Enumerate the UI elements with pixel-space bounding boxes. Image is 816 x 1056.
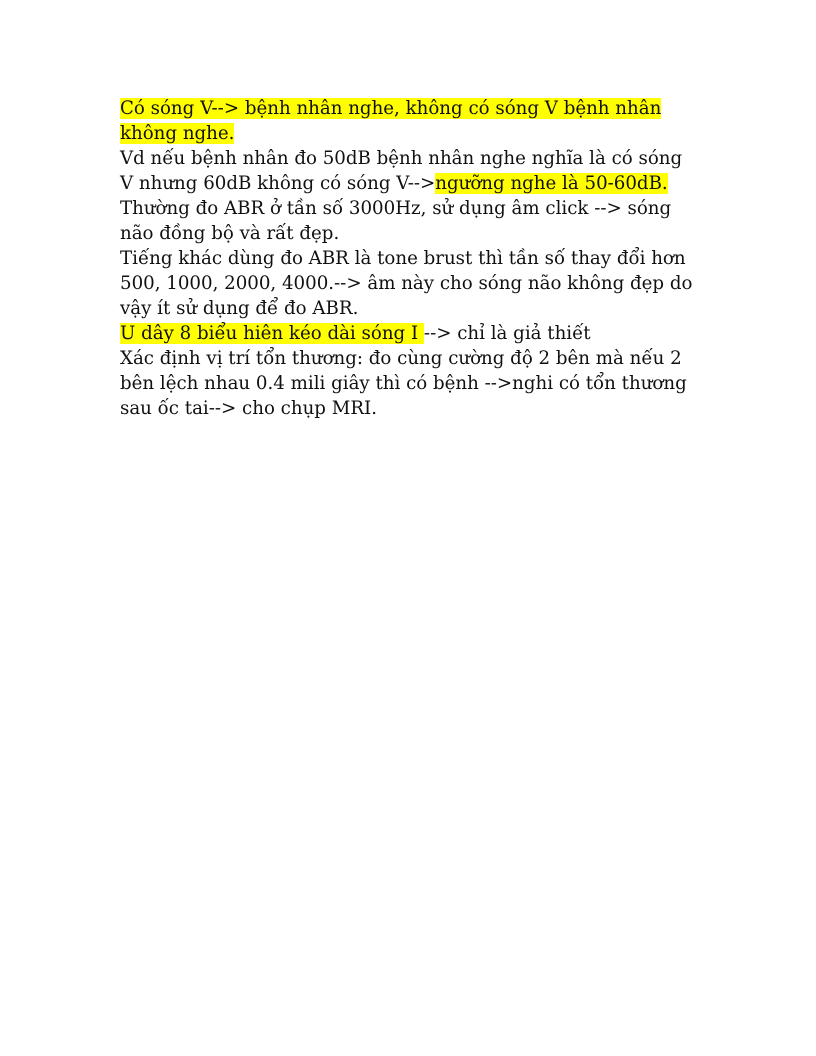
document-body	[120, 96, 700, 421]
paragraph-tone-burst	[120, 246, 700, 321]
paragraph-acoustic-neuroma	[120, 321, 700, 346]
paragraph-text: --> chỉ là giả thiết	[423, 323, 591, 344]
paragraph-example-threshold	[120, 146, 700, 196]
paragraph-sound-wave-v	[120, 96, 700, 146]
paragraph-text: Xác định vị trí tổn thương: đo cùng cường độ 2 bên mà nếu 2 bên lệch nhau 0.4 mili giây thì có bệnh -->nghi có tổn thương sau ốc tai--> cho chụp MRI.	[120, 348, 687, 419]
paragraph-text: Thường đo ABR ở tần số 3000Hz, sử dụng âm click --> sóng não đồng bộ và rất đẹp.	[120, 198, 672, 244]
highlighted-text: Có sóng V--> bệnh nhân nghe, không có sóng V bệnh nhân không nghe.	[120, 98, 662, 144]
paragraph-text: Vd nếu bệnh nhân đo 50dB bệnh nhân nghe nghĩa là có sóng V nhưng 60dB không có sóng V-->	[120, 148, 683, 194]
paragraph-lesion-location	[120, 346, 700, 421]
highlighted-text: U dây 8 biểu hiên kéo dài sóng I	[120, 323, 424, 344]
highlighted-text: ngưỡng nghe là 50-60dB.	[435, 173, 668, 194]
paragraph-abr-3000hz	[120, 196, 700, 246]
paragraph-text: Tiếng khác dùng đo ABR là tone brust thì tần số thay đổi hơn 500, 1000, 2000, 4000.--> âm này cho sóng não không đẹp do vậy ít sử dụng để đo ABR.	[120, 248, 693, 319]
